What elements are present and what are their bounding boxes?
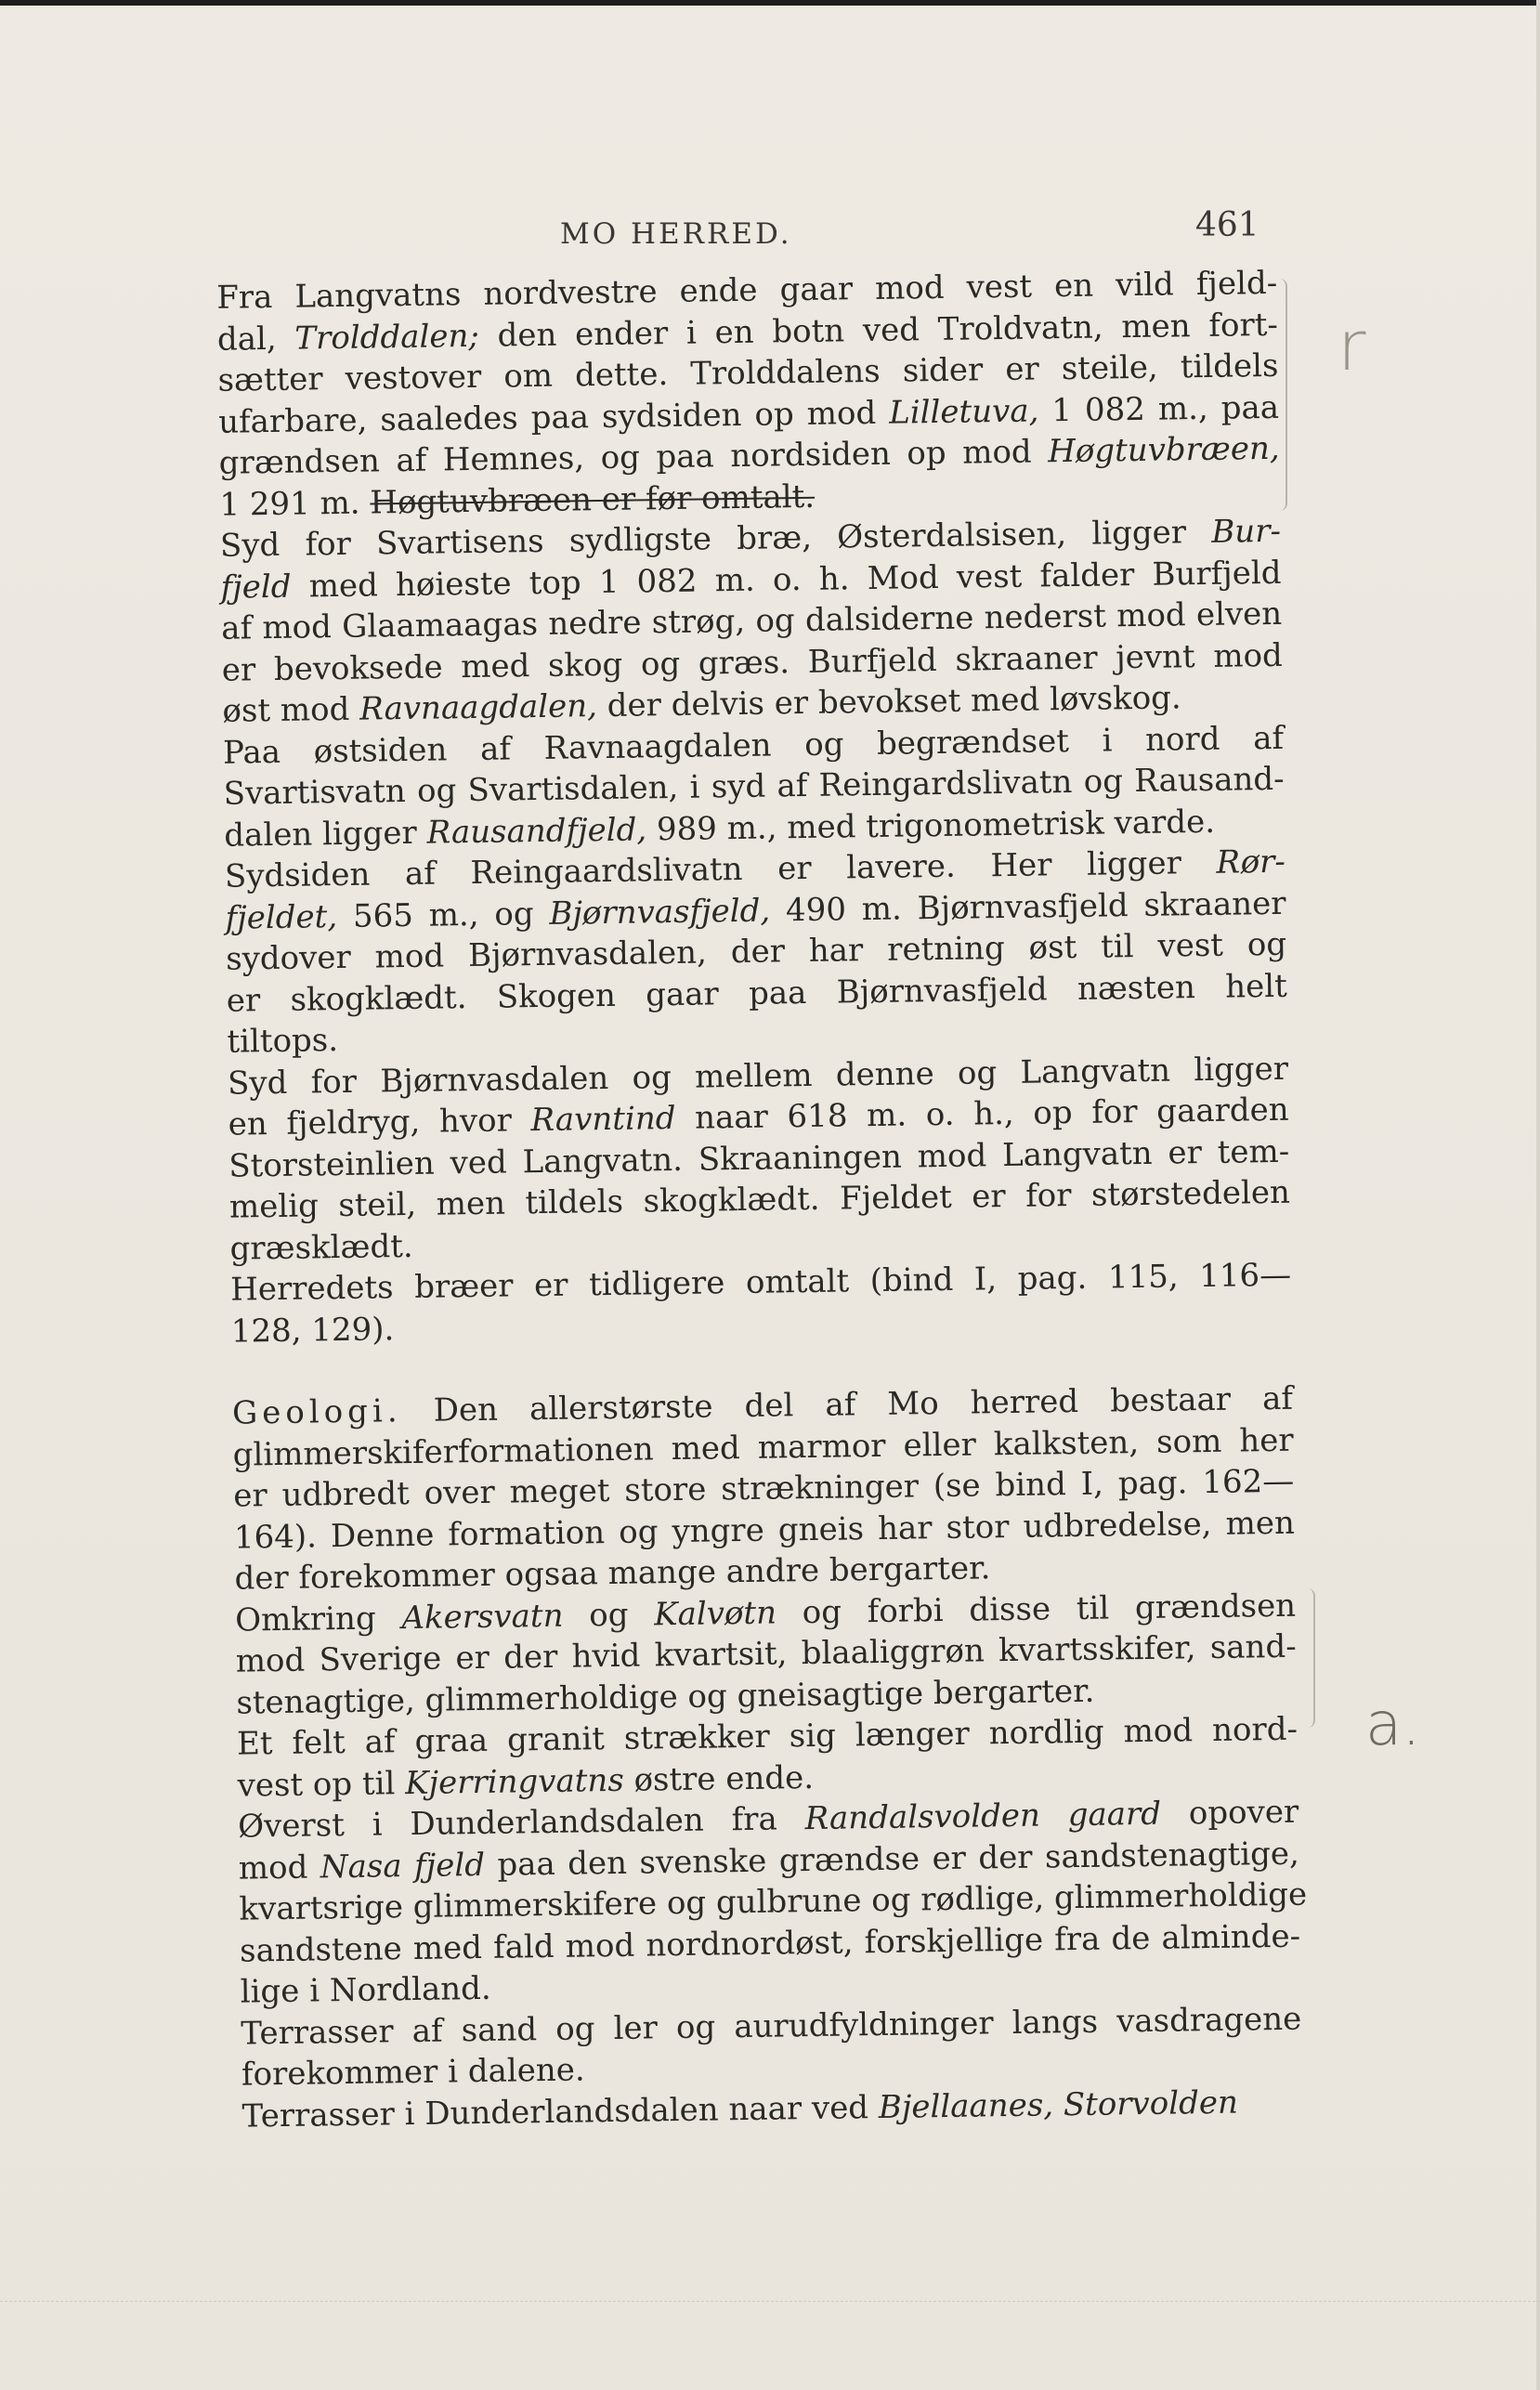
text-run: Øverst i Dunderlandsdalen fra	[238, 1800, 805, 1846]
text-run: Fra Langvatns nordvestre ende gaar mod vest en vild fjeld-	[216, 264, 1278, 317]
text-run: Paa østsiden af Ravnaagdalen og begrændset i nord af	[222, 719, 1285, 772]
text-run: 565 m., og	[336, 895, 550, 935]
text-run: og forbi disse til grændsen	[776, 1587, 1297, 1631]
text-run: dalen ligger	[224, 814, 427, 855]
text-run: Herredets bræer er tidligere omtalt (bind I, pag. 115, 116—	[229, 1256, 1292, 1309]
text-run: tiltops.	[227, 1022, 339, 1061]
text-run: melig steil, men tildels skogklædt. Fjeldet er for størstedelen	[228, 1173, 1291, 1226]
text-run: græsklædt.	[229, 1227, 413, 1268]
paragraph	[141, 717, 1286, 857]
paragraph	[143, 842, 1288, 1064]
text-run: Bjørnvasfjeld,	[549, 892, 771, 933]
text-run: mod Sverige er der hvid kvartsit, blaaliggrøn kvartsskifer, sand-	[235, 1627, 1297, 1680]
text-run: sandstene med fald mod nordnordøst, forskjellige fra de alminde-	[239, 1917, 1301, 1970]
text-run: opover	[1160, 1793, 1299, 1833]
text-run: ufarbare, saaledes paa sydsiden op mod	[217, 394, 890, 441]
margin-annotation-upper: r	[1338, 307, 1366, 386]
page-number: 461	[1195, 206, 1259, 244]
text-run: Lilletuva,	[888, 391, 1039, 432]
text-run: Storvolden	[1063, 2083, 1239, 2123]
text-run: Svartisvatn og Svartisdalen, i syd af Reingardslivatn og Rausand-	[223, 760, 1285, 813]
text-run: er bevoksede med skog og græs. Burfjeld skraaner jevnt mod	[221, 636, 1284, 689]
paragraph	[156, 1792, 1308, 2015]
scan-top-edge	[0, 0, 1540, 6]
paragraph	[159, 1998, 1302, 2096]
text-run: med høieste top 1 082 m. o. h. Mod vest falder Burfjeld	[291, 554, 1282, 606]
page-header	[163, 206, 1259, 262]
running-head: MO HERRED.	[560, 217, 792, 251]
text-run: 128, 129).	[230, 1310, 395, 1351]
paragraph	[153, 1585, 1298, 1725]
text-run: fjeldet,	[225, 897, 338, 937]
paragraph	[150, 1378, 1296, 1601]
text-run: Omkring	[234, 1599, 402, 1639]
text-run: Ravntind	[530, 1099, 676, 1140]
text-run: den ender i en botn ved Troldvatn, men fort-	[478, 306, 1279, 355]
text-run: 1 291 m.	[219, 483, 371, 524]
text-run: Rausandfjeld,	[426, 810, 647, 852]
text-run: østre ende.	[623, 1758, 815, 1799]
text-run: Geologi.	[231, 1392, 402, 1432]
text-run: lige i Nordland.	[240, 1969, 492, 2011]
text-run: Sydsiden af Reingaardslivatn er lavere. Her ligger	[224, 843, 1217, 895]
text-run: øst mod	[222, 690, 360, 730]
text-run: er udbredt over meget store strækninger (se bind I, pag. 162—	[233, 1462, 1295, 1515]
text-run: Terrasser i Dunderlandsdalen naar ved	[241, 2088, 880, 2135]
text-run: Ravnaagdalen,	[359, 687, 598, 728]
text-run: er skogklædt. Skogen gaar paa Bjørnvasfjeld næsten helt	[226, 967, 1288, 1020]
text-run: Rør-	[1216, 842, 1286, 882]
margin-annotation-lower: a.	[1365, 1691, 1421, 1759]
text-run: Bjellaanes,	[878, 2085, 1054, 2126]
text-run: der delvis er bevokset med løvskog.	[596, 679, 1181, 725]
text-run: Bur-	[1211, 512, 1282, 551]
text-run: Nasa fjeld	[320, 1846, 486, 1886]
text-run: Den allerstørste del af Mo herred bestaar af	[401, 1379, 1294, 1430]
text-run: og	[563, 1595, 655, 1635]
text-run: naar 618 m. o. h., op for gaarden	[675, 1091, 1289, 1137]
text-run: Kjerringvatns	[404, 1761, 625, 1802]
text-run: sætter vestover om dette. Trolddalens sider er steile, tildels	[217, 346, 1279, 399]
text-run: Akersvatn	[401, 1597, 564, 1637]
text-run: Storsteinlien ved Langvatn. Skraaningen mod Langvatn er tem-	[228, 1132, 1290, 1185]
text-run: kvartsrige glimmerskifere og gulbrune og rødlige, glimmerholdige	[239, 1875, 1308, 1928]
text-run: Et felt af graa granit strækker sig længer nordlig mod nord-	[236, 1710, 1299, 1763]
text-run: fjeld	[220, 568, 292, 607]
paragraph	[155, 1709, 1299, 1808]
paragraph	[146, 1048, 1291, 1271]
text-run: der forekommer ogsaa mange andre bergarter.	[234, 1549, 991, 1598]
text-run: Terrasser af sand og ler og aurudfyldninger langs vasdragene	[241, 2000, 1302, 2053]
text-run: paa den svenske grændse er der sandstenagtige,	[484, 1835, 1300, 1884]
text-run: 989 m., med trigonometrisk varde.	[646, 803, 1216, 848]
margin-bracket-lower	[1300, 1588, 1315, 1728]
text-run: Trolddalen;	[294, 317, 480, 358]
text-run: 164). Denne formation og yngre gneis har stor udbredelse, men	[233, 1504, 1296, 1557]
text-run: stenagtige, glimmerholdige og gneisagtige bergarter.	[236, 1672, 1095, 1722]
text-run: Kalvøtn	[653, 1593, 777, 1633]
text-run: 490 m. Bjørnvasfjeld skraaner	[769, 884, 1286, 930]
text-run: dal,	[216, 320, 295, 359]
margin-bracket-upper	[1272, 279, 1287, 511]
body-text	[135, 263, 1308, 2138]
paragraph	[135, 263, 1281, 527]
paragraph	[149, 1255, 1292, 1353]
text-run: forekommer i dalene.	[241, 2051, 585, 2094]
scan-right-edge	[1536, 0, 1540, 2390]
text-run: grændsen af Hemnes, og paa nordsiden op mod	[218, 433, 1049, 482]
scan-bottom-edge	[0, 2301, 1540, 2302]
text-run: Syd for Svartisens sydligste bræ, Østerdalsisen, ligger	[219, 513, 1212, 565]
text-run: Høgtuvbræen er før omtalt.	[370, 477, 816, 521]
text-run: Randalsvolden gaard	[804, 1795, 1162, 1838]
text-run: en fjeldryg, hvor	[228, 1102, 531, 1143]
text-run: sydover mod Bjørnvasdalen, der har retning øst til vest og	[225, 925, 1287, 978]
text-run: vest op til	[237, 1764, 406, 1805]
text-run: Høgtuvbræen,	[1047, 429, 1280, 471]
paragraph	[138, 511, 1284, 734]
text-run: mod	[238, 1848, 321, 1887]
text-run: Syd for Bjørnvasdalen og mellem denne og Langvatn ligger	[227, 1050, 1289, 1103]
text-run: glimmerskiferformationen med marmor eller kalksten, som her	[232, 1421, 1294, 1474]
text-run: af mod Glaamaagas nedre strøg, og dalsiderne nederst mod elven	[220, 594, 1283, 647]
text-run: 1 082 m., paa	[1038, 388, 1280, 429]
